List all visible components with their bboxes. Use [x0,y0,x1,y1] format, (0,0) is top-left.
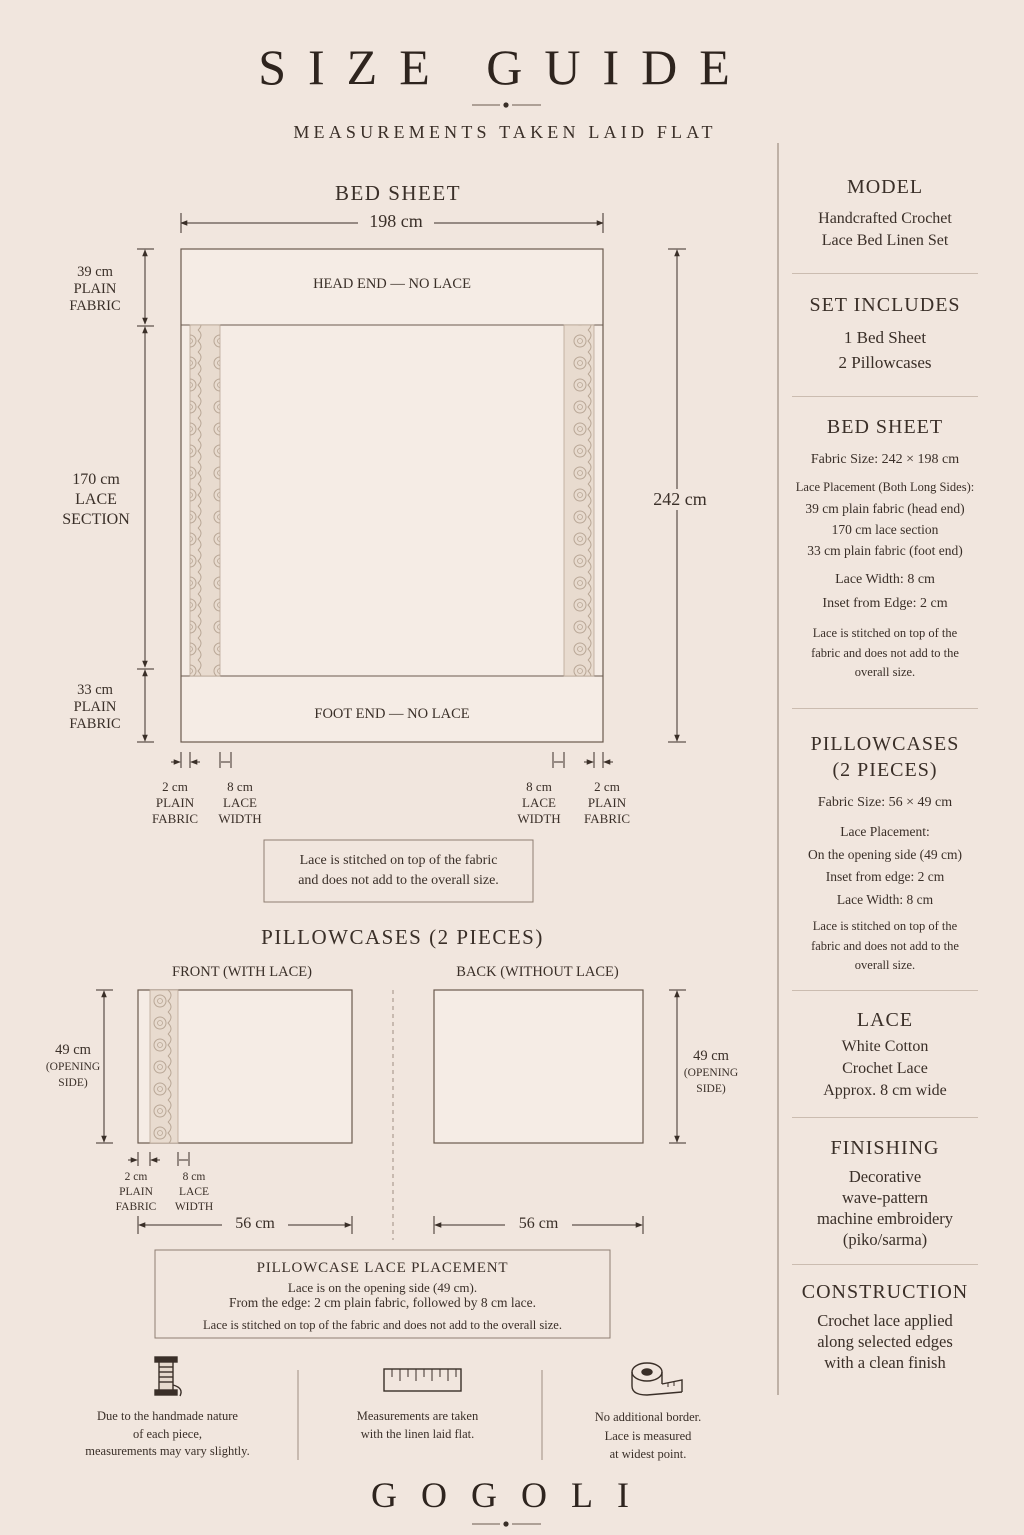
page-subtitle: MEASUREMENTS TAKEN LAID FLAT [293,122,717,142]
bottom-plain-label [55,682,135,733]
sheet-note-line-1: Lace is stitched on top of the fabric [299,853,498,868]
pillow-plain-size: 2 cm [124,1171,148,1183]
sidebar-set [792,294,978,375]
sidebar-pillow-placement-1: Lace Placement: [840,824,930,839]
sidebar-construction-line-2: along selected edges [817,1332,953,1351]
right-lace-label [509,779,569,827]
foot-end-label: FOOT END — NO LACE [314,706,470,722]
right-lace-strip [564,325,594,676]
footer-note-1-line-1: Due to the handmade nature [97,1409,238,1423]
sidebar-finishing-line-2: wave-pattern [841,1188,929,1207]
footer-note-3-line-2: Lace is measured [604,1428,692,1443]
measuring-tape-icon [632,1363,682,1395]
brand-logo: GOGOLI [371,1475,653,1515]
lace-section-section: SECTION [62,511,130,528]
footer-note-handmade [60,1408,275,1461]
right-lace-width: WIDTH [517,811,561,826]
sidebar-bed-inset: Inset from Edge: 2 cm [822,596,948,611]
bed-sheet-heading: BED SHEET [334,181,462,205]
left-lace-label [210,779,270,827]
top-plain-fabric: FABRIC [69,298,121,314]
sidebar-bed-placement-2: 39 cm plain fabric (head end) [805,501,965,516]
pillow-plain-fabric: FABRIC [115,1201,157,1213]
bottom-plain-fabric: FABRIC [69,716,121,732]
lace-section-size: 170 cm [72,471,120,488]
sidebar-rule [792,990,978,991]
pillow-placement-title: PILLOWCASE LACE PLACEMENT [256,1260,509,1276]
pillow-placement-line-1: Lace is on the opening side (49 cm). [287,1280,478,1295]
top-plain-size: 39 cm [77,264,113,280]
sidebar-pillow-placement-3: Inset from edge: 2 cm [825,869,945,884]
sidebar-bed-placement-4: 33 cm plain fabric (foot end) [807,543,963,558]
pillow-plain-label [108,1170,164,1215]
top-plain-label [55,264,135,315]
sheet-width-label: 198 cm [358,211,434,232]
title-ornament [472,102,541,107]
sidebar-model-line-2: Lace Bed Linen Set [821,232,949,249]
back-width-label: 56 cm [518,1215,559,1232]
sheet-length-label: 242 cm [640,489,720,510]
footer-note-3-line-1: No additional border. [594,1410,702,1424]
pillow-lace-strip [150,990,178,1143]
sidebar-finishing-line-1: Decorative [848,1167,922,1186]
thread-spool-icon [155,1357,181,1396]
front-label: FRONT (WITH LACE) [172,964,312,980]
sidebar-finishing-line-4: (piko/sarma) [842,1230,928,1249]
sidebar-pillow-heading: PILLOWCASES [810,733,960,755]
pillow-placement-line-2: From the edge: 2 cm plain fabric, followed by 8 cm lace. [228,1295,537,1310]
sidebar-finishing-line-3: machine embroidery [816,1209,954,1228]
sidebar-bed-fabric: Fabric Size: 242 × 198 cm [810,452,960,467]
top-plain-word: PLAIN [73,281,117,297]
sidebar-pillow-heading-count: (2 PIECES) [832,759,938,781]
right-plain-size: 2 cm [594,779,620,794]
footer-note-laid-flat [310,1408,525,1443]
pillow-lace-label [166,1170,222,1215]
back-height-label [676,1047,746,1097]
sidebar-bed-placement-1: Lace Placement (Both Long Sides): [795,480,975,494]
sidebar-bed-lace-width: Lace Width: 8 cm [835,572,935,587]
sidebar-construction [786,1281,984,1373]
sidebar-rule [792,1264,978,1265]
sidebar-pillow-note-3: overall size. [854,958,916,972]
sidebar-bed-note-1: Lace is stitched on top of the [812,626,958,640]
sidebar-finishing-heading: FINISHING [830,1137,940,1159]
left-lace-strip [190,325,220,676]
sidebar-pillow-note-1: Lace is stitched on top of the [812,919,958,933]
left-plain-fabric: FABRIC [152,811,198,826]
footer-note-1-line-3: measurements may vary slightly. [85,1444,250,1458]
sidebar-bed-note-3: overall size. [854,665,916,679]
right-plain-fabric: FABRIC [584,811,630,826]
left-plain-word: PLAIN [155,795,195,810]
left-plain-label [145,779,205,827]
pillow-placement-box [155,1258,610,1333]
pillow-lace-width: WIDTH [174,1201,214,1213]
back-height-side: SIDE) [696,1083,726,1095]
sidebar-set-line-1: 1 Bed Sheet [843,328,927,347]
sidebar-model-heading: MODEL [846,176,924,198]
sidebar-pillow-placement-2: On the opening side (49 cm) [807,846,963,862]
footer-note-1-line-2: of each piece, [132,1426,203,1441]
pillow-lace-word: LACE [178,1186,210,1198]
left-lace-size: 8 cm [227,779,253,794]
sidebar-pillow-note-2: fabric and does not add to the [811,938,959,953]
footer-note-3-line-3: at widest point. [609,1447,687,1461]
sidebar-model [792,176,978,252]
front-width-label: 56 cm [235,1215,275,1232]
sidebar-bed-sheet [786,416,984,683]
sheet-note-line-2: and does not add to the overall size. [298,873,499,888]
lace-section-label [50,470,142,530]
sidebar-construction-heading: CONSTRUCTION [801,1281,969,1303]
front-height-opening: (OPENING [45,1061,101,1073]
footer-note-2-line-2: with the linen laid flat. [360,1426,475,1441]
brand-ornament [472,1521,541,1526]
sidebar-finishing [792,1137,978,1250]
sidebar-bed-note-2: fabric and does not add to the [811,645,959,660]
front-height-label [38,1041,108,1091]
front-height-size: 49 cm [55,1042,91,1058]
back-label: BACK (WITHOUT LACE) [456,964,619,980]
bottom-plain-word: PLAIN [73,699,117,715]
right-lace-word: LACE [522,795,556,810]
sidebar-set-line-2: 2 Pillowcases [838,353,932,372]
pillow-plain-word: PLAIN [119,1186,153,1198]
sidebar-rule [792,396,978,397]
right-plain-label [577,779,637,827]
sidebar-set-heading: SET INCLUDES [809,294,961,316]
sidebar-pillow-placement-4: Lace Width: 8 cm [836,891,934,907]
sidebar-model-line-1: Handcrafted Crochet [818,210,952,227]
back-height-opening: (OPENING [683,1067,739,1079]
sheet-note [264,851,533,891]
pillowcases-heading: PILLOWCASES (2 PIECES) [261,925,544,949]
sidebar-rule [792,273,978,274]
left-lace-word: LACE [223,795,257,810]
head-end-label: HEAD END — NO LACE [313,276,471,292]
sidebar-lace-line-2: Crochet Lace [842,1060,928,1077]
sidebar-pillowcases [786,731,984,976]
back-height-size: 49 cm [693,1048,729,1064]
sidebar-rule [792,708,978,709]
page-title: SIZE GUIDE [258,39,752,95]
sidebar-construction-line-1: Crochet lace applied [817,1311,953,1330]
sidebar-lace-line-3: Approx. 8 cm wide [823,1082,947,1099]
footer-note-border [548,1408,748,1464]
lace-section-word: LACE [75,491,117,508]
sidebar-bed-placement-3: 170 cm lace section [831,522,939,537]
sidebar-lace [792,1009,978,1102]
sidebar-lace-line-1: White Cotton [841,1038,929,1055]
bottom-plain-size: 33 cm [77,682,113,698]
sidebar-bed-heading: BED SHEET [826,416,944,438]
right-plain-word: PLAIN [587,795,627,810]
left-lace-width: WIDTH [218,811,262,826]
sidebar-pillow-fabric: Fabric Size: 56 × 49 cm [817,795,953,810]
sidebar-rule [792,1117,978,1118]
footer-note-2-line-1: Measurements are taken [356,1409,479,1423]
left-plain-size: 2 cm [162,779,188,794]
sidebar-lace-heading: LACE [856,1009,914,1031]
front-height-side: SIDE) [58,1077,88,1089]
right-lace-size: 8 cm [526,779,552,794]
sidebar-construction-line-3: with a clean finish [824,1353,946,1372]
ruler-icon [384,1369,461,1391]
pillow-lace-size: 8 cm [182,1171,206,1183]
pillow-placement-line-3: Lace is stitched on top of the fabric and does not add to the overall size. [203,1318,562,1332]
